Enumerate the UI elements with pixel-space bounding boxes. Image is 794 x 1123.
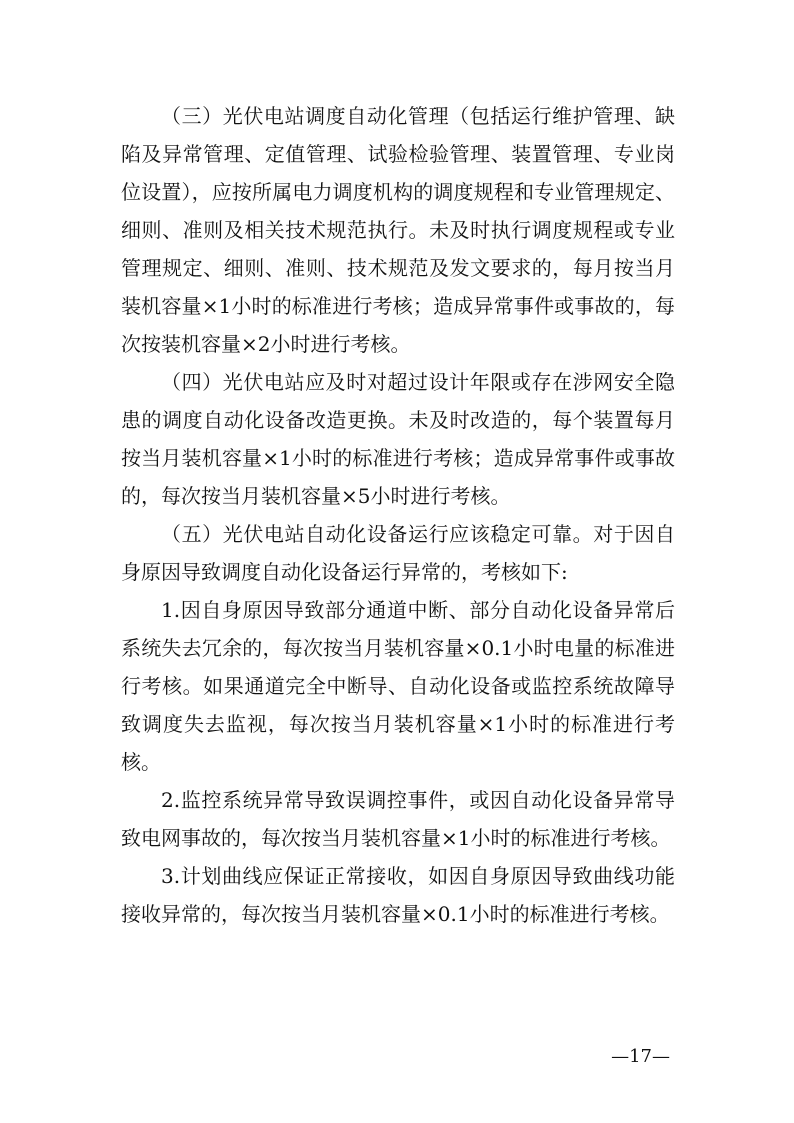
paragraph-section-3: （三）光伏电站调度自动化管理（包括运行维护管理、缺陷及异常管理、定值管理、试验检验管理、装置管理、专业岗位设置），应按所属电力调度机构的调度规程和专业管理规定、细则、准则及相关技术规范执行。未及时执行调度规程或专业管理规定、细则、准则、技术规范及发文要求的，每月按当月装机容量×1小时的标准进行考核；造成异常事件或事故的，每次按装机容量×2小时进行考核。 (121, 104, 675, 356)
page-number: —17— (611, 1046, 670, 1067)
paragraph-item-3: 3.计划曲线应保证正常接收，如因自身原因导致曲线功能接收异常的，每次按当月装机容量×0.1小时的标准进行考核。 (121, 864, 675, 926)
paragraph-item-2: 2.监控系统异常导致误调控事件，或因自动化设备异常导致电网事故的，每次按当月装机容量×1小时的标准进行考核。 (121, 788, 675, 850)
document-body (121, 97, 675, 933)
paragraph-section-4: （四）光伏电站应及时对超过设计年限或存在涉网安全隐患的调度自动化设备改造更换。未及时改造的，每个装置每月按当月装机容量×1小时的标准进行考核；造成异常事件或事故的，每次按当月装机容量×5小时进行考核。 (121, 370, 675, 508)
paragraph-section-5: （五）光伏电站自动化设备运行应该稳定可靠。对于因自身原因导致调度自动化设备运行异常的，考核如下: (121, 522, 675, 584)
paragraph-item-1: 1.因自身原因导致部分通道中断、部分自动化设备异常后系统失去冗余的，每次按当月装机容量×0.1小时电量的标准进行考核。如果通道完全中断导、自动化设备或监控系统故障导致调度失去监视，每次按当月装机容量×1小时的标准进行考核。 (121, 598, 675, 774)
